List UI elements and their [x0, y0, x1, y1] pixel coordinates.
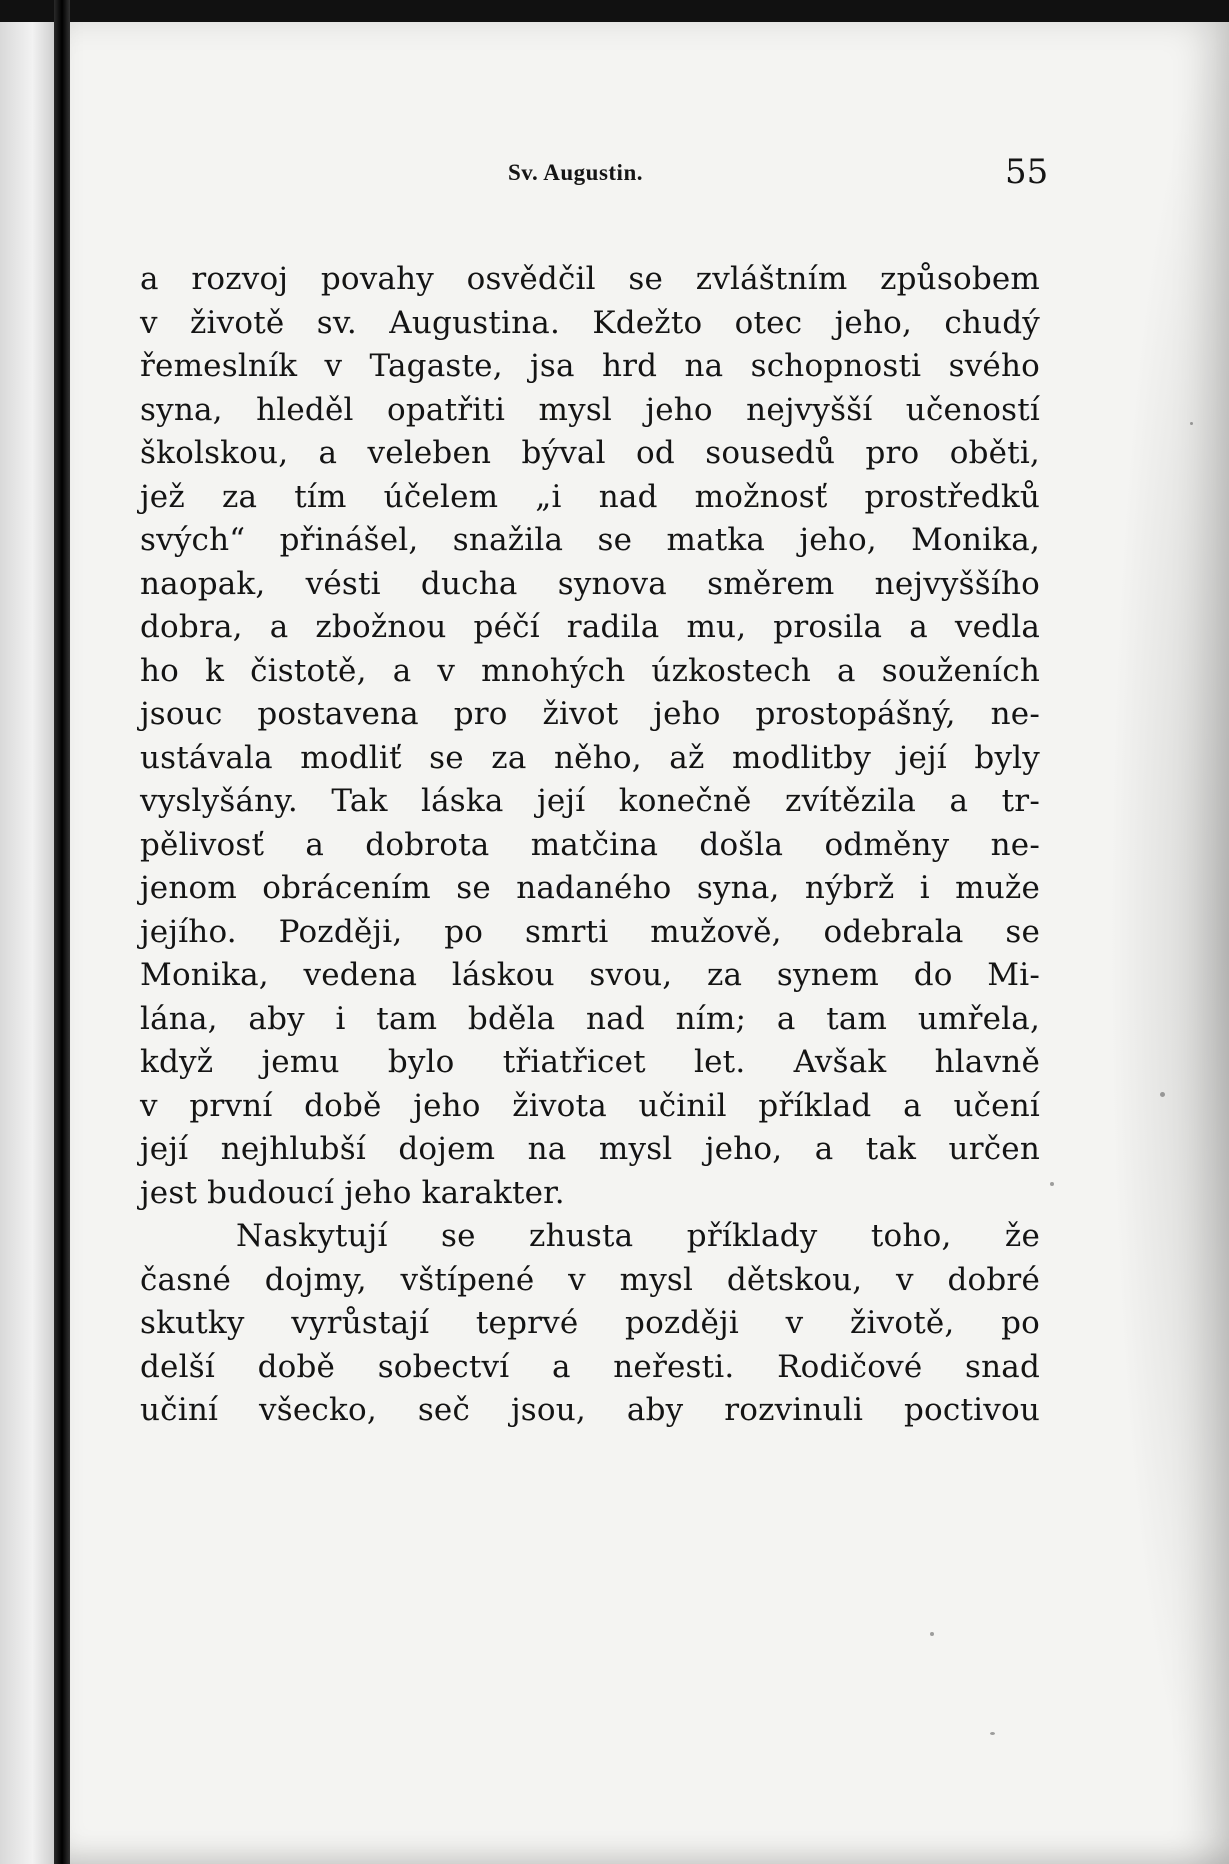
page-number: 55 [1005, 152, 1049, 192]
text-line: vyslyšány. Tak láska její konečně zvítězila a tr- [140, 783, 1040, 819]
paragraph-start-line: Naskytují se zhusta příklady toho, že [236, 1218, 1040, 1254]
text-line: skutky vyrůstají teprvé později v životě, po [140, 1305, 1040, 1341]
paper-speck [1050, 1182, 1054, 1186]
text-line: její nejhlubší dojem na mysl jeho, a tak určen [140, 1131, 1040, 1167]
paper-speck [930, 1632, 934, 1636]
book-gutter [54, 0, 70, 1864]
text-line: Monika, vedena láskou svou, za synem do Mi- [140, 957, 1040, 993]
text-line: svých“ přinášel, snažila se matka jeho, Monika, [140, 522, 1040, 558]
text-line: naopak, vésti ducha synova směrem nejvyššího [140, 565, 1040, 602]
text-line: když jemu bylo třiatřicet let. Avšak hlavně [140, 1044, 1040, 1080]
text-line: jsouc postavena pro život jeho prostopášný, ne- [140, 696, 1040, 732]
paper-speck [1160, 1092, 1165, 1097]
text-line: a rozvoj povahy osvědčil se zvláštním způsobem [140, 261, 1040, 297]
text-line: učiní všecko, seč jsou, aby rozvinuli poctivou [140, 1392, 1040, 1428]
text-line: dobra, a zbožnou péčí radila mu, prosila a vedla [140, 609, 1040, 645]
running-header [70, 152, 1229, 198]
text-line: časné dojmy, vštípené v mysl dětskou, v dobré [140, 1261, 1040, 1298]
text-line: školskou, a veleben býval od sousedů pro oběti, [140, 435, 1040, 471]
text-line: řemeslník v Tagaste, jsa hrd na schopnosti svého [140, 348, 1040, 384]
paper-speck [1190, 422, 1193, 425]
text-line: v první době jeho života učinil příklad a učení [140, 1087, 1040, 1124]
text-line: jež za tím účelem „i nad možnosť prostředků [140, 478, 1040, 515]
text-line: syna, hleděl opatřiti mysl jeho nejvyšší učeností [140, 391, 1040, 428]
text-line: v životě sv. Augustina. Kdežto otec jeho, chudý [140, 304, 1040, 341]
text-line: pělivosť a dobrota matčina došla odměny ne- [140, 826, 1040, 863]
text-line: lána, aby i tam bděla nad ním; a tam umřela, [140, 1000, 1040, 1037]
text-line: ustávala modliť se za něho, až modlitby její byly [140, 739, 1040, 776]
paragraph-end-line: jest budoucí jeho karakter. [140, 1174, 565, 1211]
paper-speck [990, 1732, 995, 1735]
text-line: ho k čistotě, a v mnohých úzkostech a souženích [140, 652, 1040, 689]
facing-page-edge [0, 22, 54, 1864]
text-line: delší době sobectví a neřesti. Rodičové snad [140, 1348, 1040, 1385]
text-line: jenom obrácením se nadaného syna, nýbrž i muže [140, 870, 1040, 906]
body-text [140, 258, 1040, 1433]
text-line: jejího. Později, po smrti mužově, odebrala se [140, 913, 1040, 950]
running-title: Sv. Augustin. [508, 160, 643, 185]
